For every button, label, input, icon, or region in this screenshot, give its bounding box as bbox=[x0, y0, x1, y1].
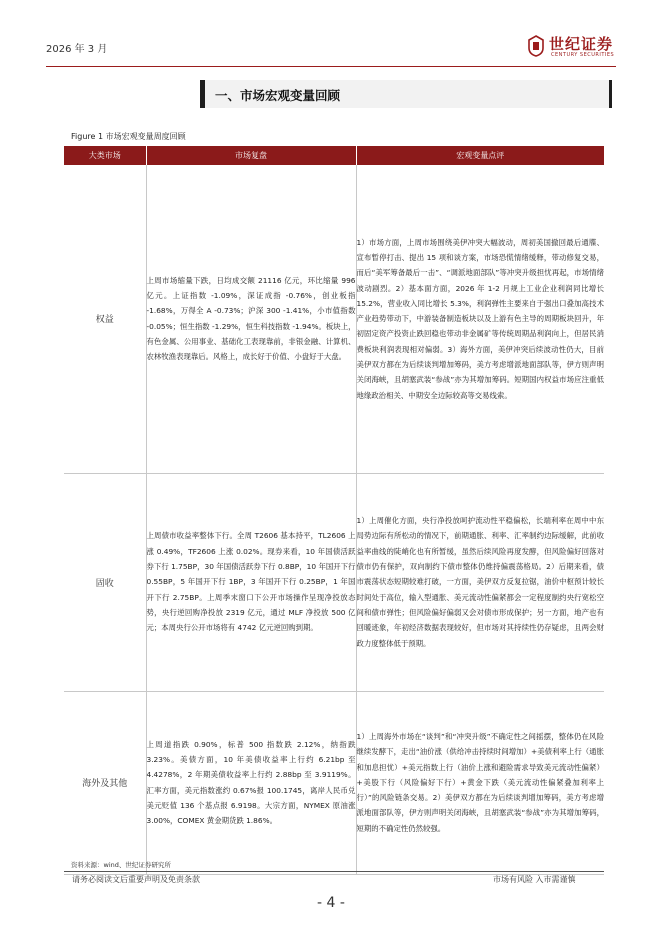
logo-emblem-icon bbox=[527, 35, 545, 57]
category-cell: 固收 bbox=[64, 473, 146, 691]
macro-review-table bbox=[64, 146, 604, 875]
source-note: 资料来源：wind、世纪证券研究所 bbox=[71, 861, 171, 869]
report-date: 2026 年 3 月 bbox=[46, 44, 108, 55]
company-logo bbox=[527, 33, 623, 63]
column-header-macro: 宏观变量点评 bbox=[356, 146, 604, 165]
review-cell: 上周债市收益率整体下行。全周 T2606 基本持平，TL2606 上涨 0.49%，TF2606 上涨 0.02%。现券来看，10 年国债活跃券下行 1.75BP，30 年国债活跃券下行 0.8BP，10 年国开下行 0.55BP，5 年国开下行 1BP，3 年国开下行 0.25BP，1 年国开下行 2.75BP。上周季末窗口下公开市场操作呈现净投放态势，央行逆回购净投放 2319 亿元，通过 MLF 净投放 500 亿元；本周央行公开市场将有 4742 亿元逆回购到期。 bbox=[146, 473, 356, 691]
risk-warning: 市场有风险 入市需谨慎 bbox=[493, 875, 576, 884]
table-row bbox=[64, 473, 604, 691]
table-row bbox=[64, 691, 604, 874]
section-title: 一、市场宏观变量回顾 bbox=[215, 88, 341, 103]
category-cell: 海外及其他 bbox=[64, 691, 146, 874]
review-cell: 上周市场缩量下跌，日均成交额 21116 亿元，环比缩量 996 亿元。上证指数 -1.09%，深证成指 -0.76%，创业板指 -1.68%，万得全 A -0.73%；沪深 300 -1.41%，小市值指数 -0.05%；恒生指数 -1.29%，恒生科技指数 -1.94%。板块上，有色金属、公用事业、基础化工表现靠前，非银金融、计算机、农林牧渔表现靠后。风格上，成长好于价值、小盘好于大盘。 bbox=[146, 165, 356, 473]
review-cell: 上周道指跌 0.90%，标普 500 指数跌 2.12%，纳指跌 3.23%。美债方面，10 年美债收益率上行约 6.21bp 至 4.4278%，2 年期美债收益率上行约 2.88bp 至 3.9119%。汇率方面，美元指数涨约 0.67%报 100.1745，离岸人民币兑美元贬值 136 个基点报 6.9198。大宗方面，NYMEX 原油涨 3.00%，COMEX 黄金期货跌 1.86%。 bbox=[146, 691, 356, 874]
category-cell: 权益 bbox=[64, 165, 146, 473]
logo-text: 世纪证券 bbox=[549, 35, 614, 53]
macro-cell: 1）上周海外市场在“谈判”和“冲突升级”不确定性之间摇摆，整体仍在风险继续发酵下，走出“油价涨（供给冲击持续时间增加）+美债利率上行（通胀和加息担忧）+美元指数上行（油价上涨和避险需求导致美元流动性偏紧）+美股下行（风险偏好下行）+黄金下跌（美元流动性偏紧叠加利率上行）”的风险链条交易。2）美伊双方都在为后续谈判增加筹码，美方考虑增派地面部队等，伊方则声明关闭海峡，且胡塞武装“参战”亦为其增加筹码，短期的不确定性仍然较强。 bbox=[356, 691, 604, 874]
table-row bbox=[64, 165, 604, 473]
figure-caption: Figure 1 市场宏观变量周度回顾 bbox=[71, 132, 186, 141]
header-divider bbox=[46, 66, 616, 67]
section-title-bar bbox=[200, 80, 612, 108]
column-header-review: 市场复盘 bbox=[146, 146, 356, 165]
page-number: - 4 - bbox=[317, 895, 345, 911]
column-header-category: 大类市场 bbox=[64, 146, 146, 165]
logo-subtext: CENTURY SECURITIES bbox=[551, 52, 615, 58]
disclaimer-note: 请务必阅读文后重要声明及免责条款 bbox=[72, 875, 200, 884]
macro-cell: 1）上周催化方面，央行净投放呵护流动性平稳偏松，长端利率在周中中东局势边际有所松动的情况下，前期通胀、利率、汇率制约边际缓解，此前收益率曲线的陡峭化也有所暂缓，虽然后续风险再度发酵，但风险偏好回落对债市仍有保护，双向制约下债市整体仍维持偏震荡格局。2）后期来看，债市震荡状态短期较难打破，一方面，美伊双方反复拉锯，油价中枢预计较长时间处于高位，输入型通胀、美元流动性偏紧都会一定程度制约央行宽松空间和债市弹性；但风险偏好偏弱又会对债市形成保护；另一方面，地产也有回暖迹象，年初经济数据表现较好，但市场对其持续性仍存疑虑，且两会财政力度整体低于预期。 bbox=[356, 473, 604, 691]
table-header-row bbox=[64, 146, 604, 165]
footer-divider bbox=[64, 871, 604, 872]
macro-cell: 1）市场方面，上周市场围绕美伊冲突大幅波动，周初美国撤回最后通牒、宣布暂停打击、提出 15 项和谈方案，市场恐慌情绪缓释，带动修复交易，而后“美军筹备最后一击”、“调派地面部队”等冲突升级担忧再起，市场情绪波动剧烈。2）基本面方面，2026 年 1-2 月规上工业企业利润同比增长 15.2%，营业收入同比增长 5.3%，利润弹性主要来自于强出口叠加高技术产业趋势带动下，中游装备制造板块以及上游有色主导的周期板块回升，年初固定资产投资止跌回稳也带动非金属矿等传统周期品利润向上，但居民消费板块利润表现相对偏弱。3）海外方面，美伊冲突后续波动性仍大，目前美伊双方都在为后续谈判增加筹码，美方考虑增派地面部队等，伊方则声明关闭海峡，且胡塞武装“参战”亦为其增加筹码。短期国内权益市场应注重低地缘政治相关、中期安全边际较高等交易线索。 bbox=[356, 165, 604, 473]
